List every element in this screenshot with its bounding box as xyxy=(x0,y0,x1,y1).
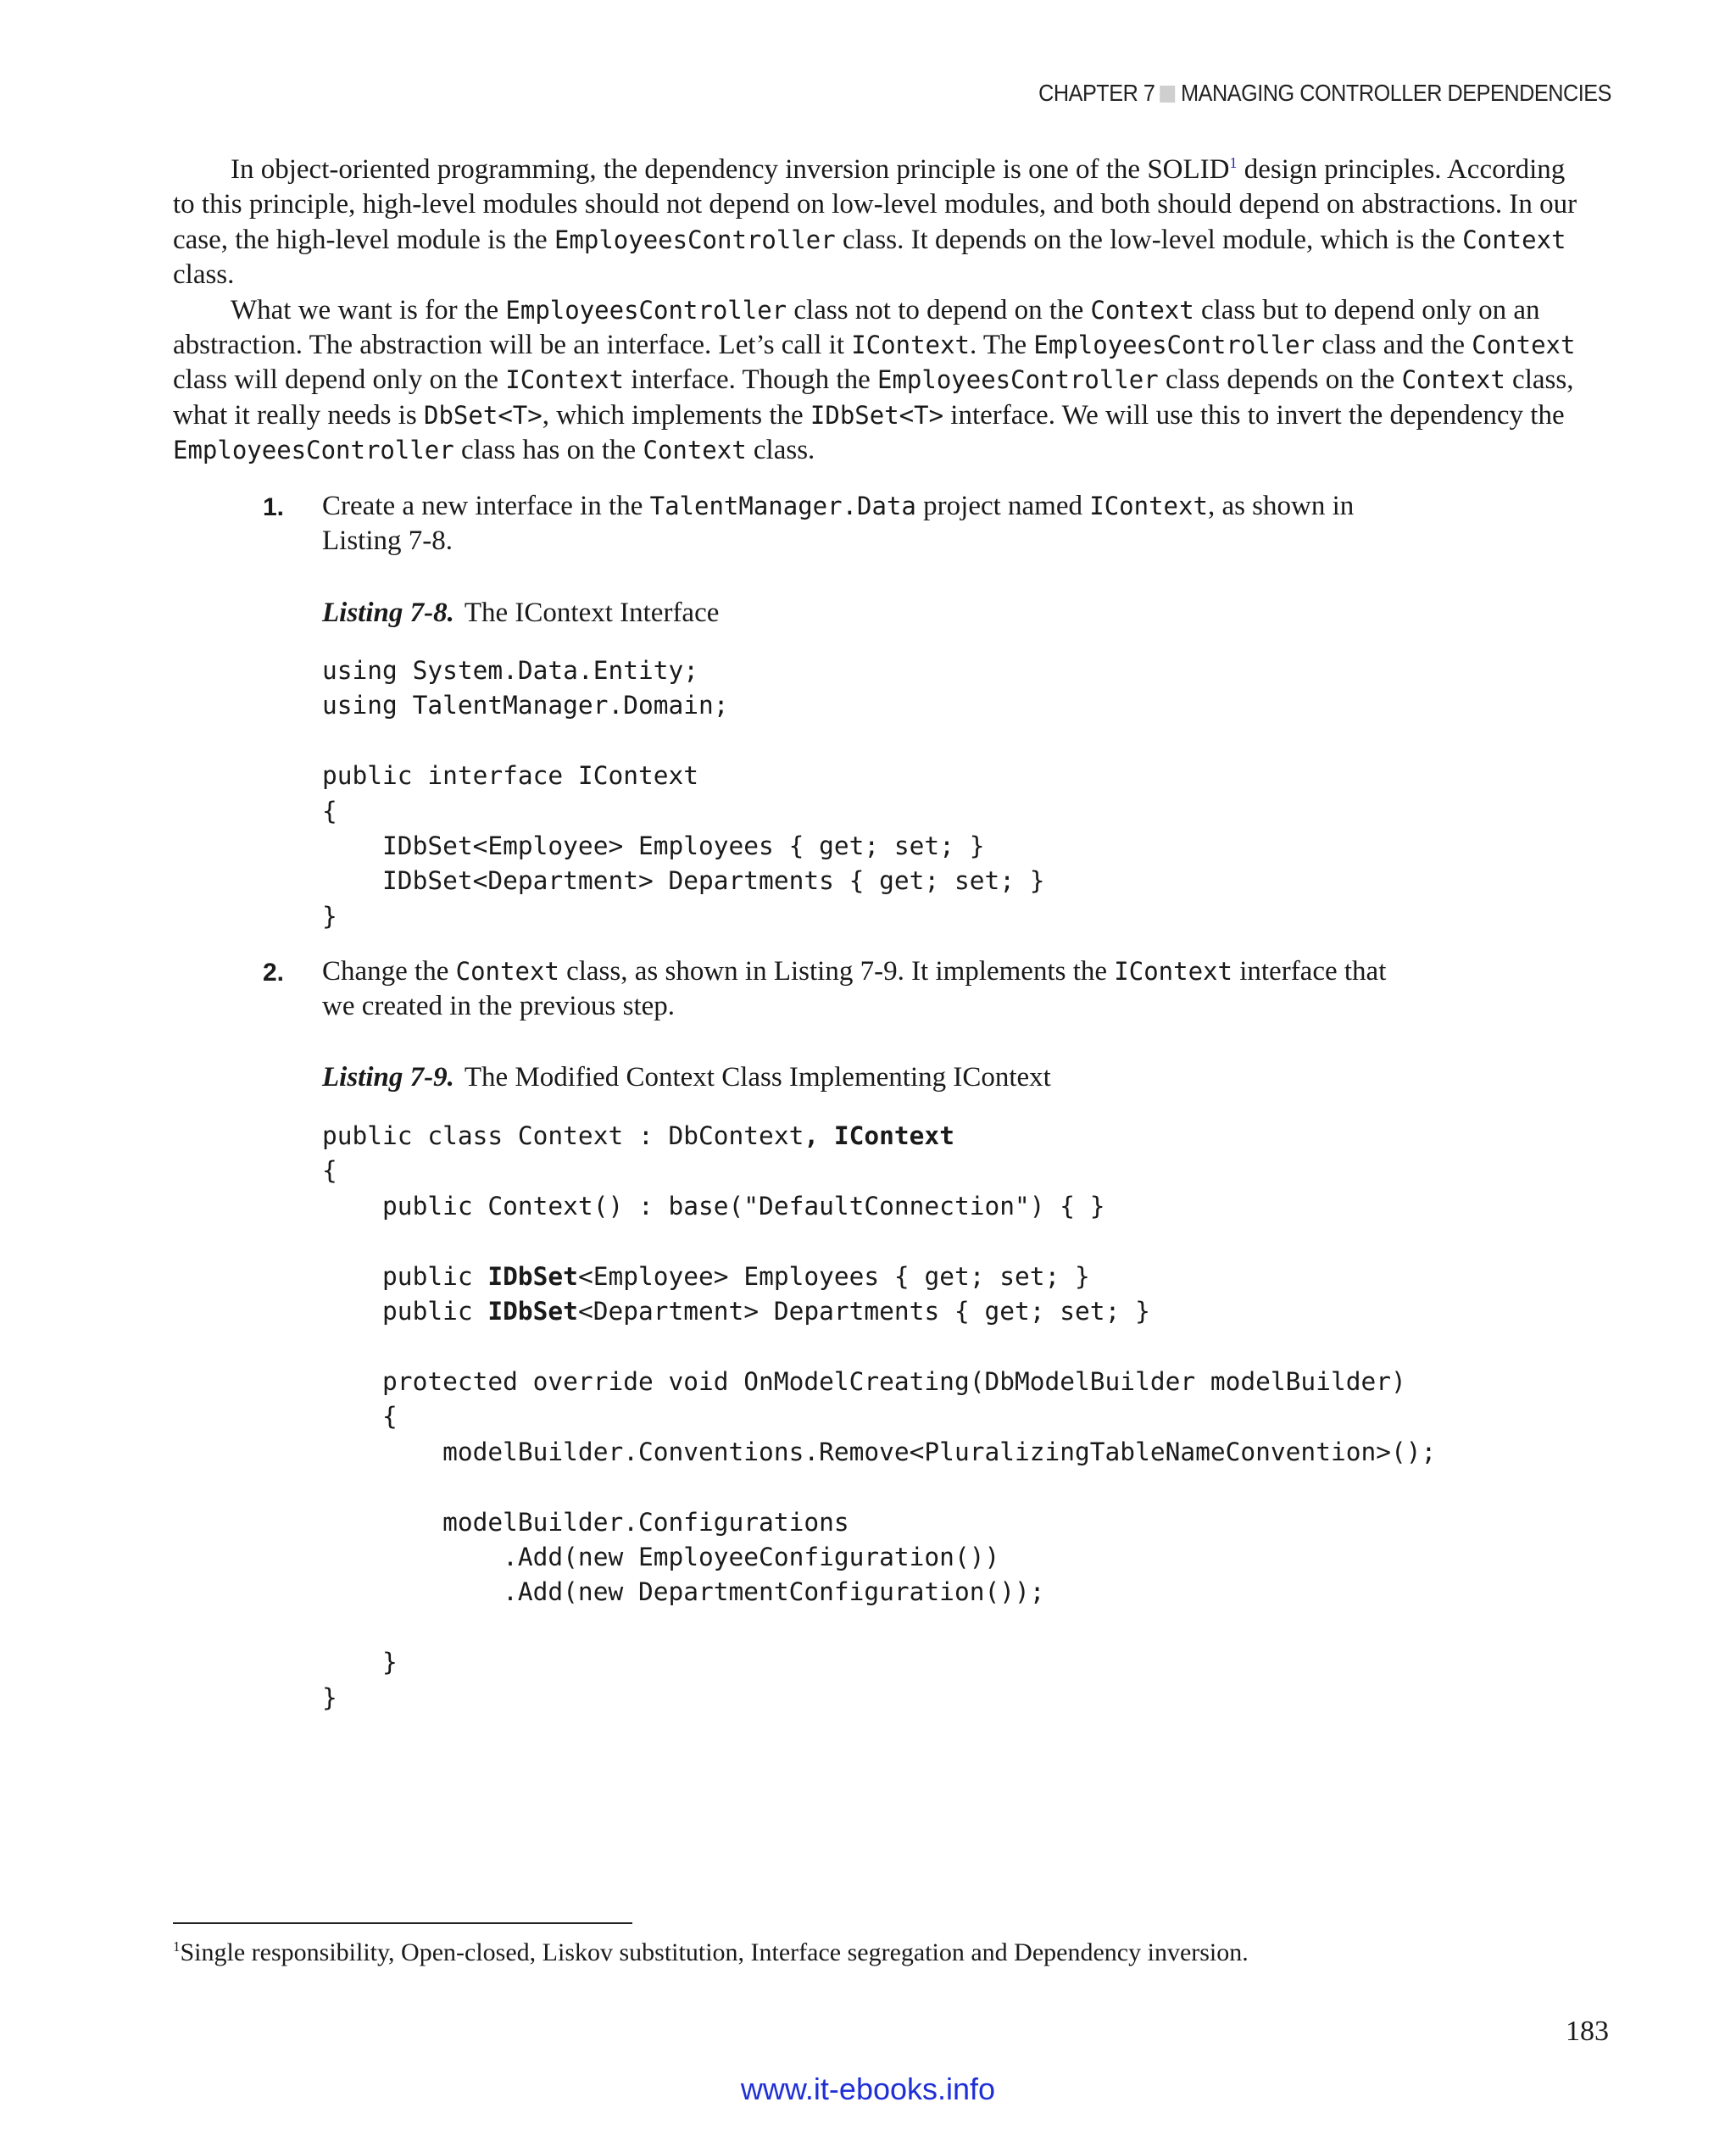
code-text: public Context() : base("DefaultConnection") { } xyxy=(322,1191,1105,1221)
text: class. xyxy=(746,435,815,466)
inline-code: Context xyxy=(1472,331,1576,360)
step-1-text xyxy=(322,489,1424,559)
inline-code: EmployeesController xyxy=(505,295,787,325)
inline-code: IDbSet<T> xyxy=(810,400,944,430)
listing-7-9-caption xyxy=(322,1062,1051,1093)
inline-code: EmployeesController xyxy=(1033,331,1316,360)
page-number: 183 xyxy=(1566,2016,1609,2047)
inline-code: IContext xyxy=(1114,957,1232,986)
inline-code: EmployeesController xyxy=(876,365,1159,395)
footnote-ref[interactable]: 1 xyxy=(1229,154,1238,171)
inline-code: Context xyxy=(643,436,747,465)
listing-7-8-caption xyxy=(322,598,719,629)
text: interface that we created in the previous step. xyxy=(322,956,1387,1022)
chapter-title: MANAGING CONTROLLER DEPENDENCIES xyxy=(1181,80,1611,106)
website-link[interactable]: www.it-ebooks.info xyxy=(740,2071,996,2106)
text: What we want is for the xyxy=(231,294,506,325)
listing-7-9-code-body: protected override void OnModelCreating(DbModelBuilder modelBuilder) { modelBuilder.Conventions.Remove<PluralizingTableNameConvention>(); modelBuilder.Configurations .Add(new EmployeeConfiguration()) .Add(new DepartmentConfiguration()); } } xyxy=(322,1367,1437,1712)
code-highlight: IDbSet xyxy=(487,1297,578,1326)
step-2-text xyxy=(322,954,1424,1025)
code-highlight: , IContext xyxy=(804,1121,954,1150)
inline-code: Context xyxy=(1090,295,1194,325)
code-text: public xyxy=(322,1297,488,1326)
text: Change the xyxy=(322,956,456,987)
body-text xyxy=(173,153,1580,469)
step-number: 2. xyxy=(263,959,285,987)
text: class, as shown in Listing 7-9. It implements the xyxy=(559,956,1115,987)
inline-code: IContext xyxy=(851,331,970,360)
inline-code: Context xyxy=(1462,225,1566,254)
text: class depends on the xyxy=(1158,364,1402,396)
listing-title: The Modified Context Class Implementing IContext xyxy=(464,1062,1051,1093)
paragraph-2 xyxy=(173,293,1580,469)
running-header xyxy=(1038,80,1611,107)
text: class will depend only on the xyxy=(173,364,506,396)
text: In object-oriented programming, the dependency inversion principle is one of the SOLID xyxy=(231,154,1230,185)
listing-7-9-code-head xyxy=(322,1119,1150,1329)
text: interface. We will use this to invert the dependency the xyxy=(943,399,1565,431)
code-text: <Employee> Employees { get; set; } xyxy=(577,1261,1090,1291)
code-text: public xyxy=(322,1261,488,1291)
code-highlight: IDbSet xyxy=(487,1261,578,1291)
text: class, what it really needs is xyxy=(173,364,1574,431)
text: class and the xyxy=(1315,330,1472,361)
text: , as shown in Listing 7-8. xyxy=(322,491,1355,557)
code-text: public class Context : DbContext xyxy=(322,1121,804,1150)
text: class not to depend on the xyxy=(787,294,1091,325)
listing-label: Listing 7-9. xyxy=(322,1062,454,1093)
code-text: <Department> Departments { get; set; } xyxy=(577,1297,1150,1326)
text: project named xyxy=(915,491,1090,521)
inline-code: Context xyxy=(455,957,559,986)
text: class. xyxy=(173,259,235,291)
step-number: 1. xyxy=(263,493,285,521)
inline-code: IContext xyxy=(505,365,624,395)
inline-code: DbSet<T> xyxy=(424,400,542,430)
paragraph-1 xyxy=(173,153,1580,293)
listing-label: Listing 7-8. xyxy=(322,598,454,628)
text: class has on the xyxy=(453,435,643,466)
header-square-icon xyxy=(1160,86,1175,103)
footnote-marker: 1 xyxy=(173,1938,181,1955)
text: design principles. According to this principle, high-level modules should not depend on low-level modules, and both should depend on abstractions. In our case, the high-level module is the xyxy=(173,154,1577,255)
text: Create a new interface in the xyxy=(322,491,650,521)
footnote xyxy=(173,1938,1249,1967)
inline-code: IContext xyxy=(1089,492,1208,520)
listing-title: The IContext Interface xyxy=(464,598,720,628)
code-text: { xyxy=(322,1156,337,1186)
inline-code: Context xyxy=(1401,365,1505,395)
text: class but to depend only on an abstraction. The abstraction will be an interface. Let’s call it xyxy=(173,294,1540,361)
inline-code: TalentManager.Data xyxy=(649,492,916,520)
inline-code: EmployeesController xyxy=(554,225,836,254)
text: interface. Though the xyxy=(623,364,877,396)
footnote-text: Single responsibility, Open-closed, Liskov substitution, Interface segregation and Dependency inversion. xyxy=(180,1938,1249,1966)
text: class. It depends on the low-level module, which is the xyxy=(835,224,1463,255)
text: . The xyxy=(969,330,1034,361)
listing-7-8-code: using System.Data.Entity; using TalentManager.Domain; public interface IContext { IDbSet<Employee> Employees { get; set; } IDbSet<Department> Departments { get; set; } } xyxy=(322,656,1045,931)
inline-code: EmployeesController xyxy=(173,436,454,465)
footnote-divider xyxy=(173,1922,632,1924)
text: , which implements the xyxy=(542,399,810,431)
chapter-label: CHAPTER 7 xyxy=(1038,80,1155,106)
